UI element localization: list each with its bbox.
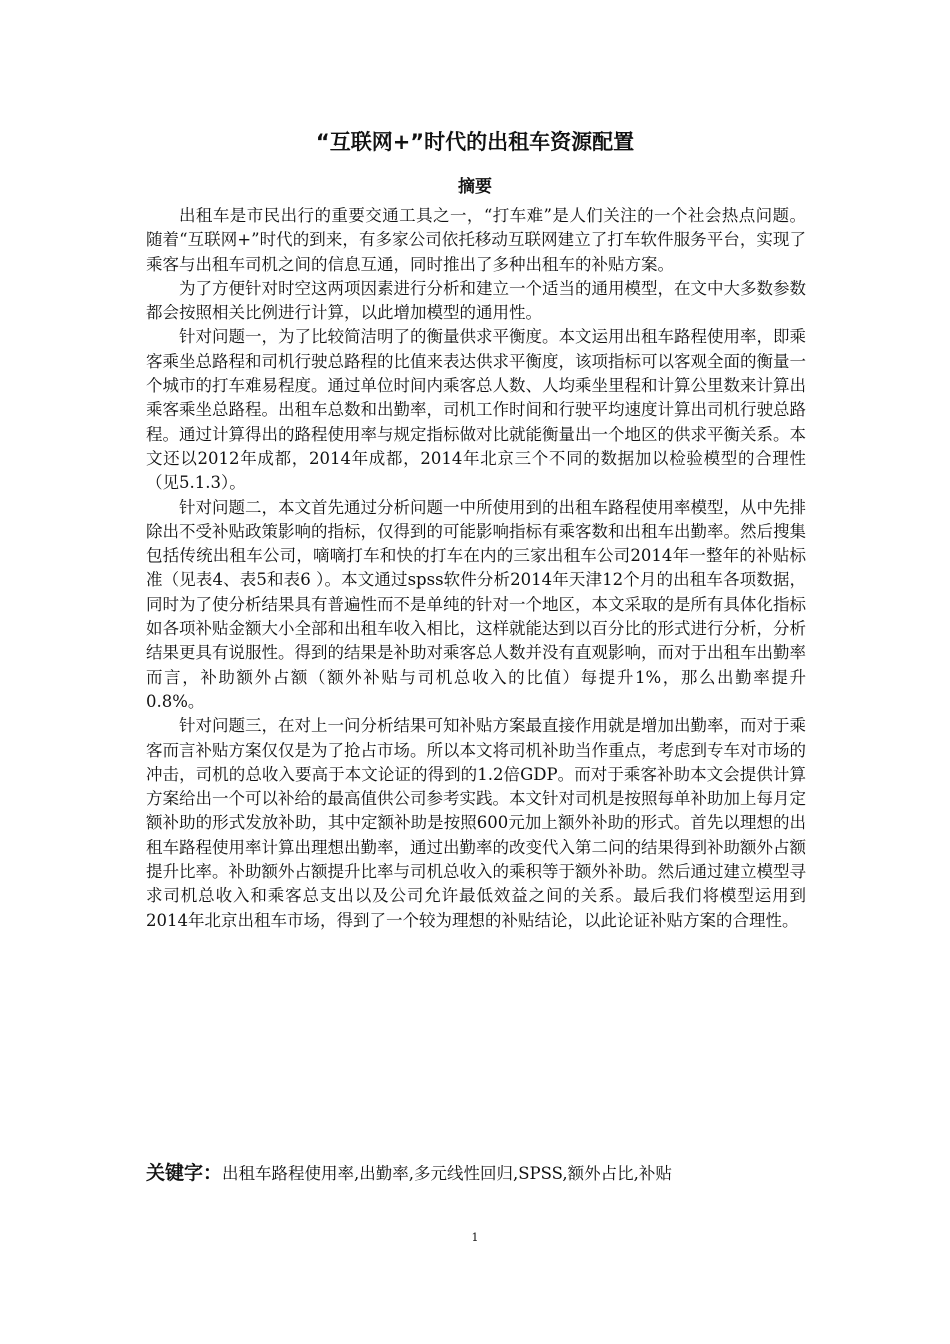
abstract-paragraph-3: 针对问题一，为了比较简洁明了的衡量供求平衡度。本文运用出租车路程使用率，即乘客乘坐总路程和司机行驶总路程的比值来表达供求平衡度，该项指标可以客观全面的衡量一个城市的打车难易程度。通过单位时间内乘客总人数、人均乘坐里程和计算公里数来计算出乘客乘坐总路程。出租车总数和出勤率，司机工作时间和行驶平均速度计算出司机行驶总路程。通过计算得出的路程使用率与规定指标做对比就能衡量出一个地区的供求平衡关系。本文还以2012年成都，2014年成都，2014年北京三个不同的数据加以检验模型的合理性（见5.1.3）。 bbox=[146, 327, 806, 493]
page-number: 1 bbox=[471, 1231, 479, 1244]
keywords-line bbox=[146, 1160, 826, 1187]
document-title: “互联网+”时代的出租车资源配置 bbox=[315, 130, 635, 154]
abstract-paragraph-2: 为了方便针对时空这两项因素进行分析和建立一个适当的通用模型，在文中大多数参数都会按照相关比例进行计算，以此增加模型的通用性。 bbox=[146, 278, 806, 323]
abstract-paragraph-4: 针对问题二，本文首先通过分析问题一中所使用到的出租车路程使用率模型，从中先排除出不受补贴政策影响的指标，仅得到的可能影响指标有乘客数和出租车出勤率。然后搜集包括传统出租车公司，嘀嘀打车和快的打车在内的三家出租车公司2014年一整年的补贴标准（见表4、表5和表6 ）。本文通过spss软件分析2014年天津12个月的出租车各项数据，同时为了使分析结果具有普遍性而不是单纯的针对一个地区，本文采取的是所有具体化指标如各项补贴金额大小全部和出租车收入相比，这样就能达到以百分比的形式进行分析，分析结果更具有说服性。得到的结果是补助对乘客总人数并没有直观影响，而对于出租车出勤率而言，补助额外占额（额外补贴与司机总收入的比值）每提升1%，那么出勤率提升0.8%。 bbox=[146, 497, 806, 711]
abstract-heading: 摘要 bbox=[458, 177, 492, 197]
abstract-paragraph-5: 针对问题三，在对上一问分析结果可知补贴方案最直接作用就是增加出勤率，而对于乘客而言补贴方案仅仅是为了抢占市场。所以本文将司机补助当作重点，考虑到专车对市场的冲击，司机的总收入要高于本文论证的得到的1.2倍GDP。而对于乘客补助本文会提供计算方案给出一个可以补给的最高值供公司参考实践。本文针对司机是按照每单补助加上每月定额补助的形式发放补助，其中定额补助是按照600元加上额外补助的形式。首先以理想的出租车路程使用率计算出理想出勤率，通过出勤率的改变代入第二问的结果得到补助额外占额提升比率。补助额外占额提升比率与司机总收入的乘积等于额外补助。然后通过建立模型寻求司机总收入和乘客总支出以及公司允许最低效益之间的关系。最后我们将模型运用到2014年北京出租车市场，得到了一个较为理想的补贴结论，以此论证补贴方案的合理性。 bbox=[146, 716, 806, 930]
abstract-paragraph-1: 出租车是市民出行的重要交通工具之一，“打车难”是人们关注的一个社会热点问题。随着“互联网+”时代的到来，有多家公司依托移动互联网建立了打车软件服务平台，实现了乘客与出租车司机之间的信息互通，同时推出了多种出租车的补贴方案。 bbox=[146, 206, 806, 274]
keywords-list: 出租车路程使用率,出勤率,多元线性回归,SPSS,额外占比,补贴 bbox=[222, 1164, 672, 1183]
keywords-label: 关键字： bbox=[146, 1162, 223, 1184]
abstract-body bbox=[146, 204, 806, 933]
